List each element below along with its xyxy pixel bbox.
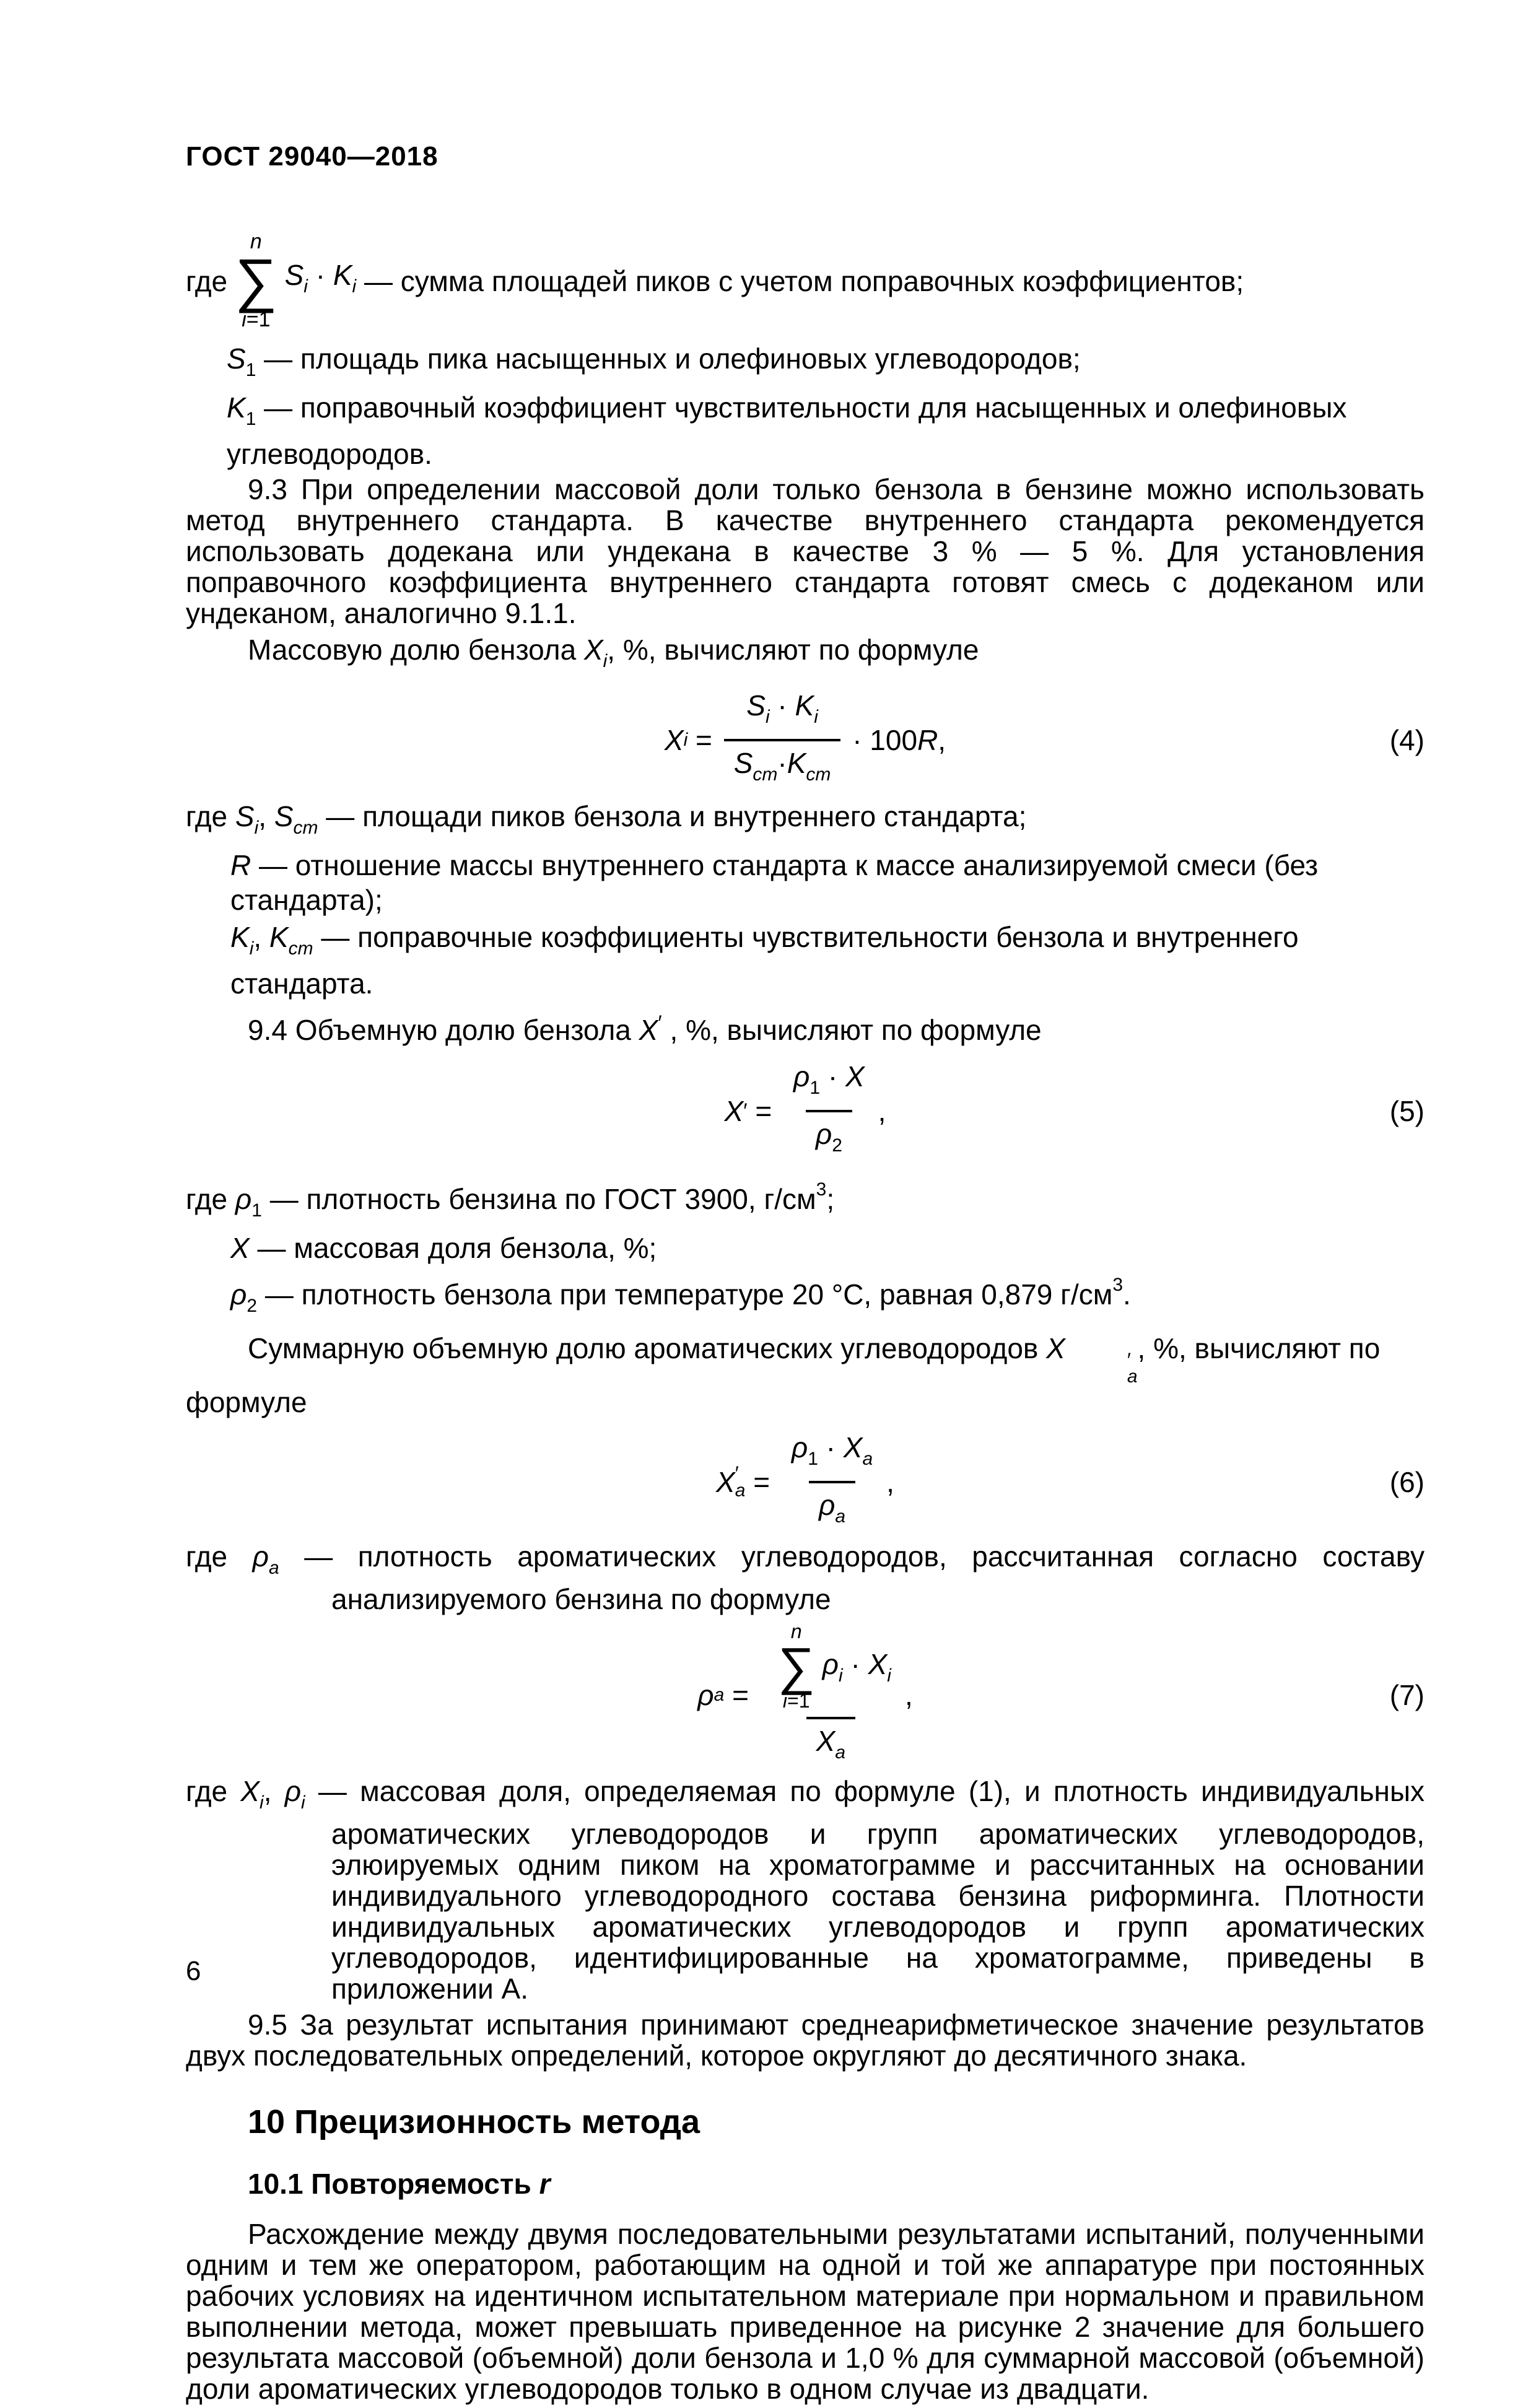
sum-definition-text: — сумма площадей пиков с учетом поправочных коэффициентов; <box>356 264 1244 297</box>
equation-number-7: (7) <box>1389 1679 1425 1712</box>
page-content <box>186 230 1425 2408</box>
formula-7: ρ а = n ∑ i=1 $\rho_i \cdot X_i$ $X_а$ , (7) <box>186 1620 1425 1771</box>
section-10-1-title: 10.1 Повторяемость r <box>248 2168 551 2201</box>
definition-s1: $S_1$ — площадь пика насыщенных и олефиновых углеводородов; <box>227 342 1081 381</box>
where4-line3: $K_i$, $K_{ст}$ — поправочные коэффициенты чувствительности бензола и внутреннего стандарта. <box>230 921 1299 1000</box>
where4-line2: R — отношение массы внутреннего стандарта к массе анализируемой смеси (без стандарта); <box>230 849 1319 917</box>
equation-number-5: (5) <box>1389 1095 1425 1128</box>
fraction-6: $\frac{\rho_1 \cdot X_а}{\rho_а}$ <box>782 1429 883 1535</box>
where6-paragraph: где $\rho_а$ — плотность ароматических углеводородов, рассчитанная согласно составу анализируемого бензина по формуле <box>186 1540 1425 1615</box>
paragraph-9-3: 9.3 При определении массовой доли только бензола в бензине можно использовать метод внутреннего стандарта. В качестве внутреннего стандарта рекомендуется использовать додекана или ундекана в качестве 3 % — 5 %. Для установления поправочного коэффициента внутреннего стандарта готовят смесь с додеканом или ундеканом, аналогично 9.1.1. <box>186 473 1425 630</box>
equation-number-6: (6) <box>1389 1465 1425 1498</box>
definition-k1: $K_1$ — поправочный коэффициент чувствительности для насыщенных и олефиновых углеводородов. <box>227 391 1347 471</box>
page-number: 6 <box>186 1956 201 1986</box>
paragraph-10-1: Расхождение между двумя последовательными результатами испытаний, полученными одним и тем же оператором, работающим на одной и той же аппаратуре при постоянных рабочих условиях на идентичном испытательном материале при нормальном и правильном выполнении метода, может превышать приведенное на рисунке 2 значение для большего результата массовой (объемной) доли бензола и 1,0 % для суммарной массовой (объемной) доли ароматических углеводородов только в одном случае из двадцати. <box>186 2218 1425 2406</box>
summation-symbol-formula-7: n ∑ i=1 <box>777 1620 815 1712</box>
formula-5: X ′ = $\frac{\rho_1 \cdot X}{\rho_2}$ , (5) <box>186 1058 1425 1164</box>
fraction-7: n ∑ i=1 $\rho_i \cdot X_i$ $X_а$ <box>761 1620 901 1771</box>
page-header-standard-number: ГОСТ 29040—2018 <box>186 141 439 172</box>
where-word: где <box>186 264 228 297</box>
aromatic-volume-intro: Суммарную объемную долю ароматических углеводородов X ′ а , %, вычисляют по формуле <box>186 1332 1381 1418</box>
sum-expression: $S_i \cdot K_i$ <box>284 259 357 297</box>
where7-paragraph: где $X_i$, $\rho_i$ — массовая доля, определяемая по формуле (1), и плотность индивидуальных ароматических углеводородов и групп ароматических углеводородов, элюируемых одним пиком на хроматограмме и рассчитанных на основании индивидуального углеводородного состава бензина риформинга. Плотности индивидуальных ароматических углеводородов и групп ароматических углеводородов, идентифицированные на хроматограмме, приведены в приложении А. <box>186 1775 1425 2005</box>
where5-line2: X — массовая доля бензола, %; <box>230 1232 657 1265</box>
fraction-4: $\frac{S_i \cdot K_i}{S_{ст}\cdot K_{ст}}$ <box>724 687 841 793</box>
equation-number-4: (4) <box>1389 724 1425 757</box>
summation-symbol: n ∑ i=1 <box>235 230 277 331</box>
where4-line1: где $S_i$, $S_{ст}$ — площади пиков бензола и внутреннего стандарта; <box>186 800 1027 839</box>
formula-4: X i = $\frac{S_i \cdot K_i}{S_{ст}\cdot K_{ст}}$ · 100 R , (4) <box>186 687 1425 793</box>
fraction-5: $\frac{\rho_1 \cdot X}{\rho_2}$ <box>783 1058 875 1164</box>
section-10-title: 10 Прецизионность метода <box>248 2103 700 2141</box>
mass-fraction-intro: Массовую долю бензола $X_i$, %, вычисляют по формуле <box>248 634 979 672</box>
where5-line1: где $\rho_1$ — плотность бензина по ГОСТ 3900, $г/см^3$; <box>186 1179 835 1221</box>
where5-line3: $\rho_2$ — плотность бензола при температуре 20 °С, равная 0,879 $г/см^3$. <box>230 1275 1131 1317</box>
formula-6: X ′ а = $\frac{\rho_1 \cdot X_а}{\rho_а}$ , (6) <box>186 1429 1425 1535</box>
paragraph-9-5: 9.5 За результат испытания принимают среднеарифметическое значение результатов двух последовательных определений, которое округляют до десятичного знака. <box>186 2009 1425 2072</box>
sum-definition-line <box>186 230 1425 331</box>
paragraph-9-4-intro: 9.4 Объемную долю бензола X′ , %, вычисляют по формуле <box>248 1011 1042 1047</box>
